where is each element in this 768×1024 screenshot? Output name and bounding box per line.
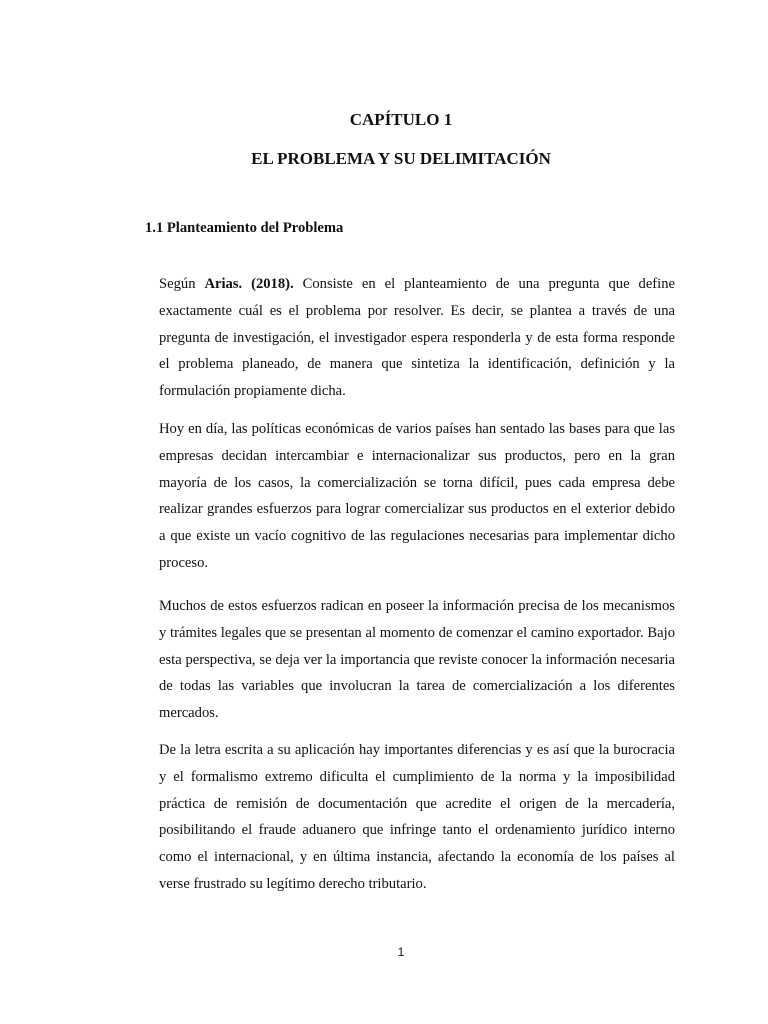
- paragraph-1-text: Consiste en el planteamiento de una pregunta que define exactamente cuál es el problema por resolver. Es decir, se plantea a través de una pregunta de investigación, el investigador espera responderla y de esta forma responde el problema planeado, de manera que sintetiza la identificación, definición y la formulación propiamente dicha.: [159, 276, 675, 400]
- paragraph-1-lead: Según: [159, 276, 205, 292]
- citation: Arias. (2018).: [204, 276, 294, 292]
- paragraph-4: De la letra escrita a su aplicación hay importantes diferencias y es así que la burocracia y el formalismo extremo dificulta el cumplimiento de la norma y la imposibilidad práctica de remisión de documentación que acredite el origen de la mercadería, posibilitando el fraude aduanero que infringe tanto el ordenamiento jurídico interno como el internacional, y en última instancia, afectando la economía de los países al verse frustrado su legítimo derecho tributario.: [159, 742, 675, 892]
- paragraph-1: [145, 271, 675, 405]
- page-number: 1: [397, 945, 405, 959]
- chapter-number: CAPÍTULO 1: [349, 110, 453, 129]
- paragraph-2: Hoy en día, las políticas económicas de varios países han sentado las bases para que las empresas decidan intercambiar e internacionalizar sus productos, pero en la gran mayoría de los casos, la comercialización se torna difícil, pues cada empresa debe realizar grandes esfuerzos para lograr comercializar sus productos en el exterior debido a que existe un vacío cognitivo de las regulaciones necesarias para implementar dicho proceso.: [159, 421, 675, 571]
- chapter-title: EL PROBLEMA Y SU DELIMITACIÓN: [251, 149, 551, 168]
- paragraph-3: Muchos de estos esfuerzos radican en poseer la información precisa de los mecanismos y trámites legales que se presentan al momento de comenzar el camino exportador. Bajo esta perspectiva, se deja ver la importancia que reviste conocer la información necesaria de todas las variables que involucran la tarea de comercialización a los diferentes mercados.: [159, 598, 675, 722]
- section-heading: 1.1 Planteamiento del Problema: [145, 220, 344, 236]
